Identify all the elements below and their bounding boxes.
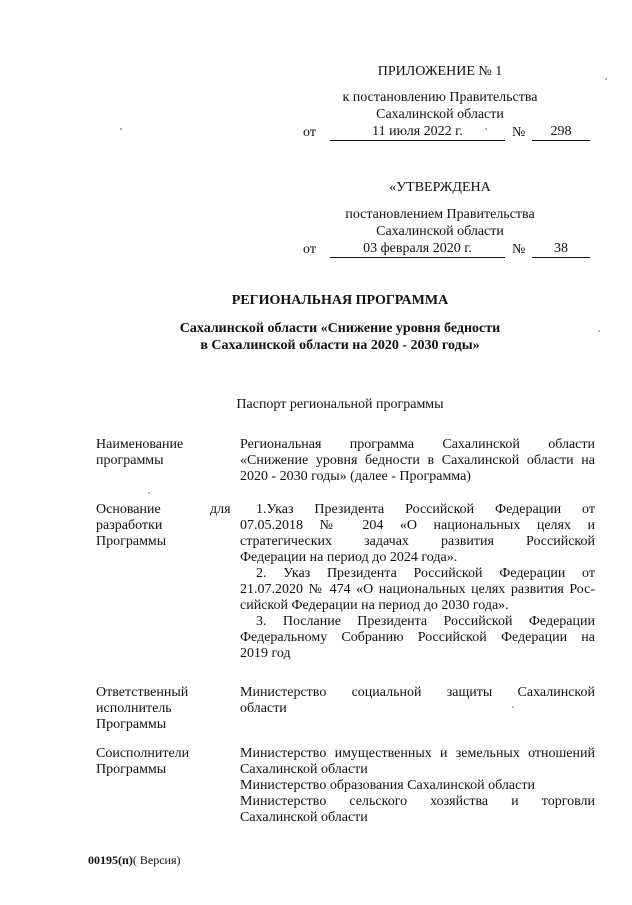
approved-num-label: №: [512, 242, 526, 257]
program-heading: РЕГИОНАЛЬНАЯ ПРОГРАММА: [231, 293, 449, 308]
appendix-number: 298: [532, 124, 590, 141]
approved-title: «УТВЕРЖДЕНА: [389, 180, 491, 195]
appendix-line2: Сахалинской области: [376, 107, 504, 122]
scan-speck: [512, 706, 514, 708]
appendix-line1: к постановлению Правительства: [342, 90, 538, 105]
scan-speck: [605, 78, 607, 80]
row-label-basis: Основание разработки Программы: [96, 502, 167, 549]
scan-speck: [120, 128, 122, 130]
approved-date: 03 февраля 2020 г.: [330, 241, 505, 258]
approved-line1: постановлением Правительства: [345, 207, 535, 222]
scan-speck: [598, 330, 600, 332]
appendix-num-label: №: [512, 125, 526, 140]
row-label-coexecutors: Соисполнители Программы: [96, 746, 190, 777]
appendix-title: ПРИЛОЖЕНИЕ № 1: [377, 64, 503, 79]
row-value-executor: Министерство социальной защиты Сахалинской области: [240, 685, 595, 716]
row-label-executor: Ответственный исполнитель Программы: [96, 685, 189, 732]
row-value-basis: 1.Указ Президента Российской Федерации от 07.05.2018 № 204 «О национальных целях и стратегических задачах развития Российской Федерации на период до 2024 года». 2. Указ Президента Российской Федерации от 21.07.2020 № 474 «О национальных целях развития Рос- сийской Федерации на период до 2030 года». 3. Послание Президента Российской Федерации Федеральному Собранию Российской Федерации на 2019 год: [240, 502, 595, 661]
program-subtitle-2: в Сахалинской области на 2020 - 2030 годы»: [200, 338, 480, 353]
passport-title: Паспорт региональной программы: [236, 397, 444, 412]
row-value-coexecutors: Министерство имущественных и земельных отношений Сахалинской области Министерство образования Сахалинской области Министерство сельского хозяйства и торговли Сахалинской области: [240, 746, 595, 825]
approved-line2: Сахалинской области: [376, 224, 504, 239]
approved-number: 38: [532, 241, 590, 258]
program-subtitle-1: Сахалинской области «Снижение уровня бедности: [179, 321, 501, 336]
scan-speck: [148, 492, 150, 494]
row-label-name: Наименование программы: [96, 437, 184, 468]
approved-from-label: от: [303, 242, 316, 257]
appendix-date: 11 июля 2022 г.: [330, 124, 505, 141]
row-value-name: Региональная программа Сахалинской области «Снижение уровня бедности в Сахалинской области на 2020 - 2030 годы» (далее - Программа): [240, 437, 595, 484]
footer-code: 00195(п)( Версия): [88, 853, 181, 867]
scan-speck: [485, 128, 487, 130]
appendix-from-label: от: [303, 125, 316, 140]
row-label-basis-suffix: для: [210, 502, 231, 517]
